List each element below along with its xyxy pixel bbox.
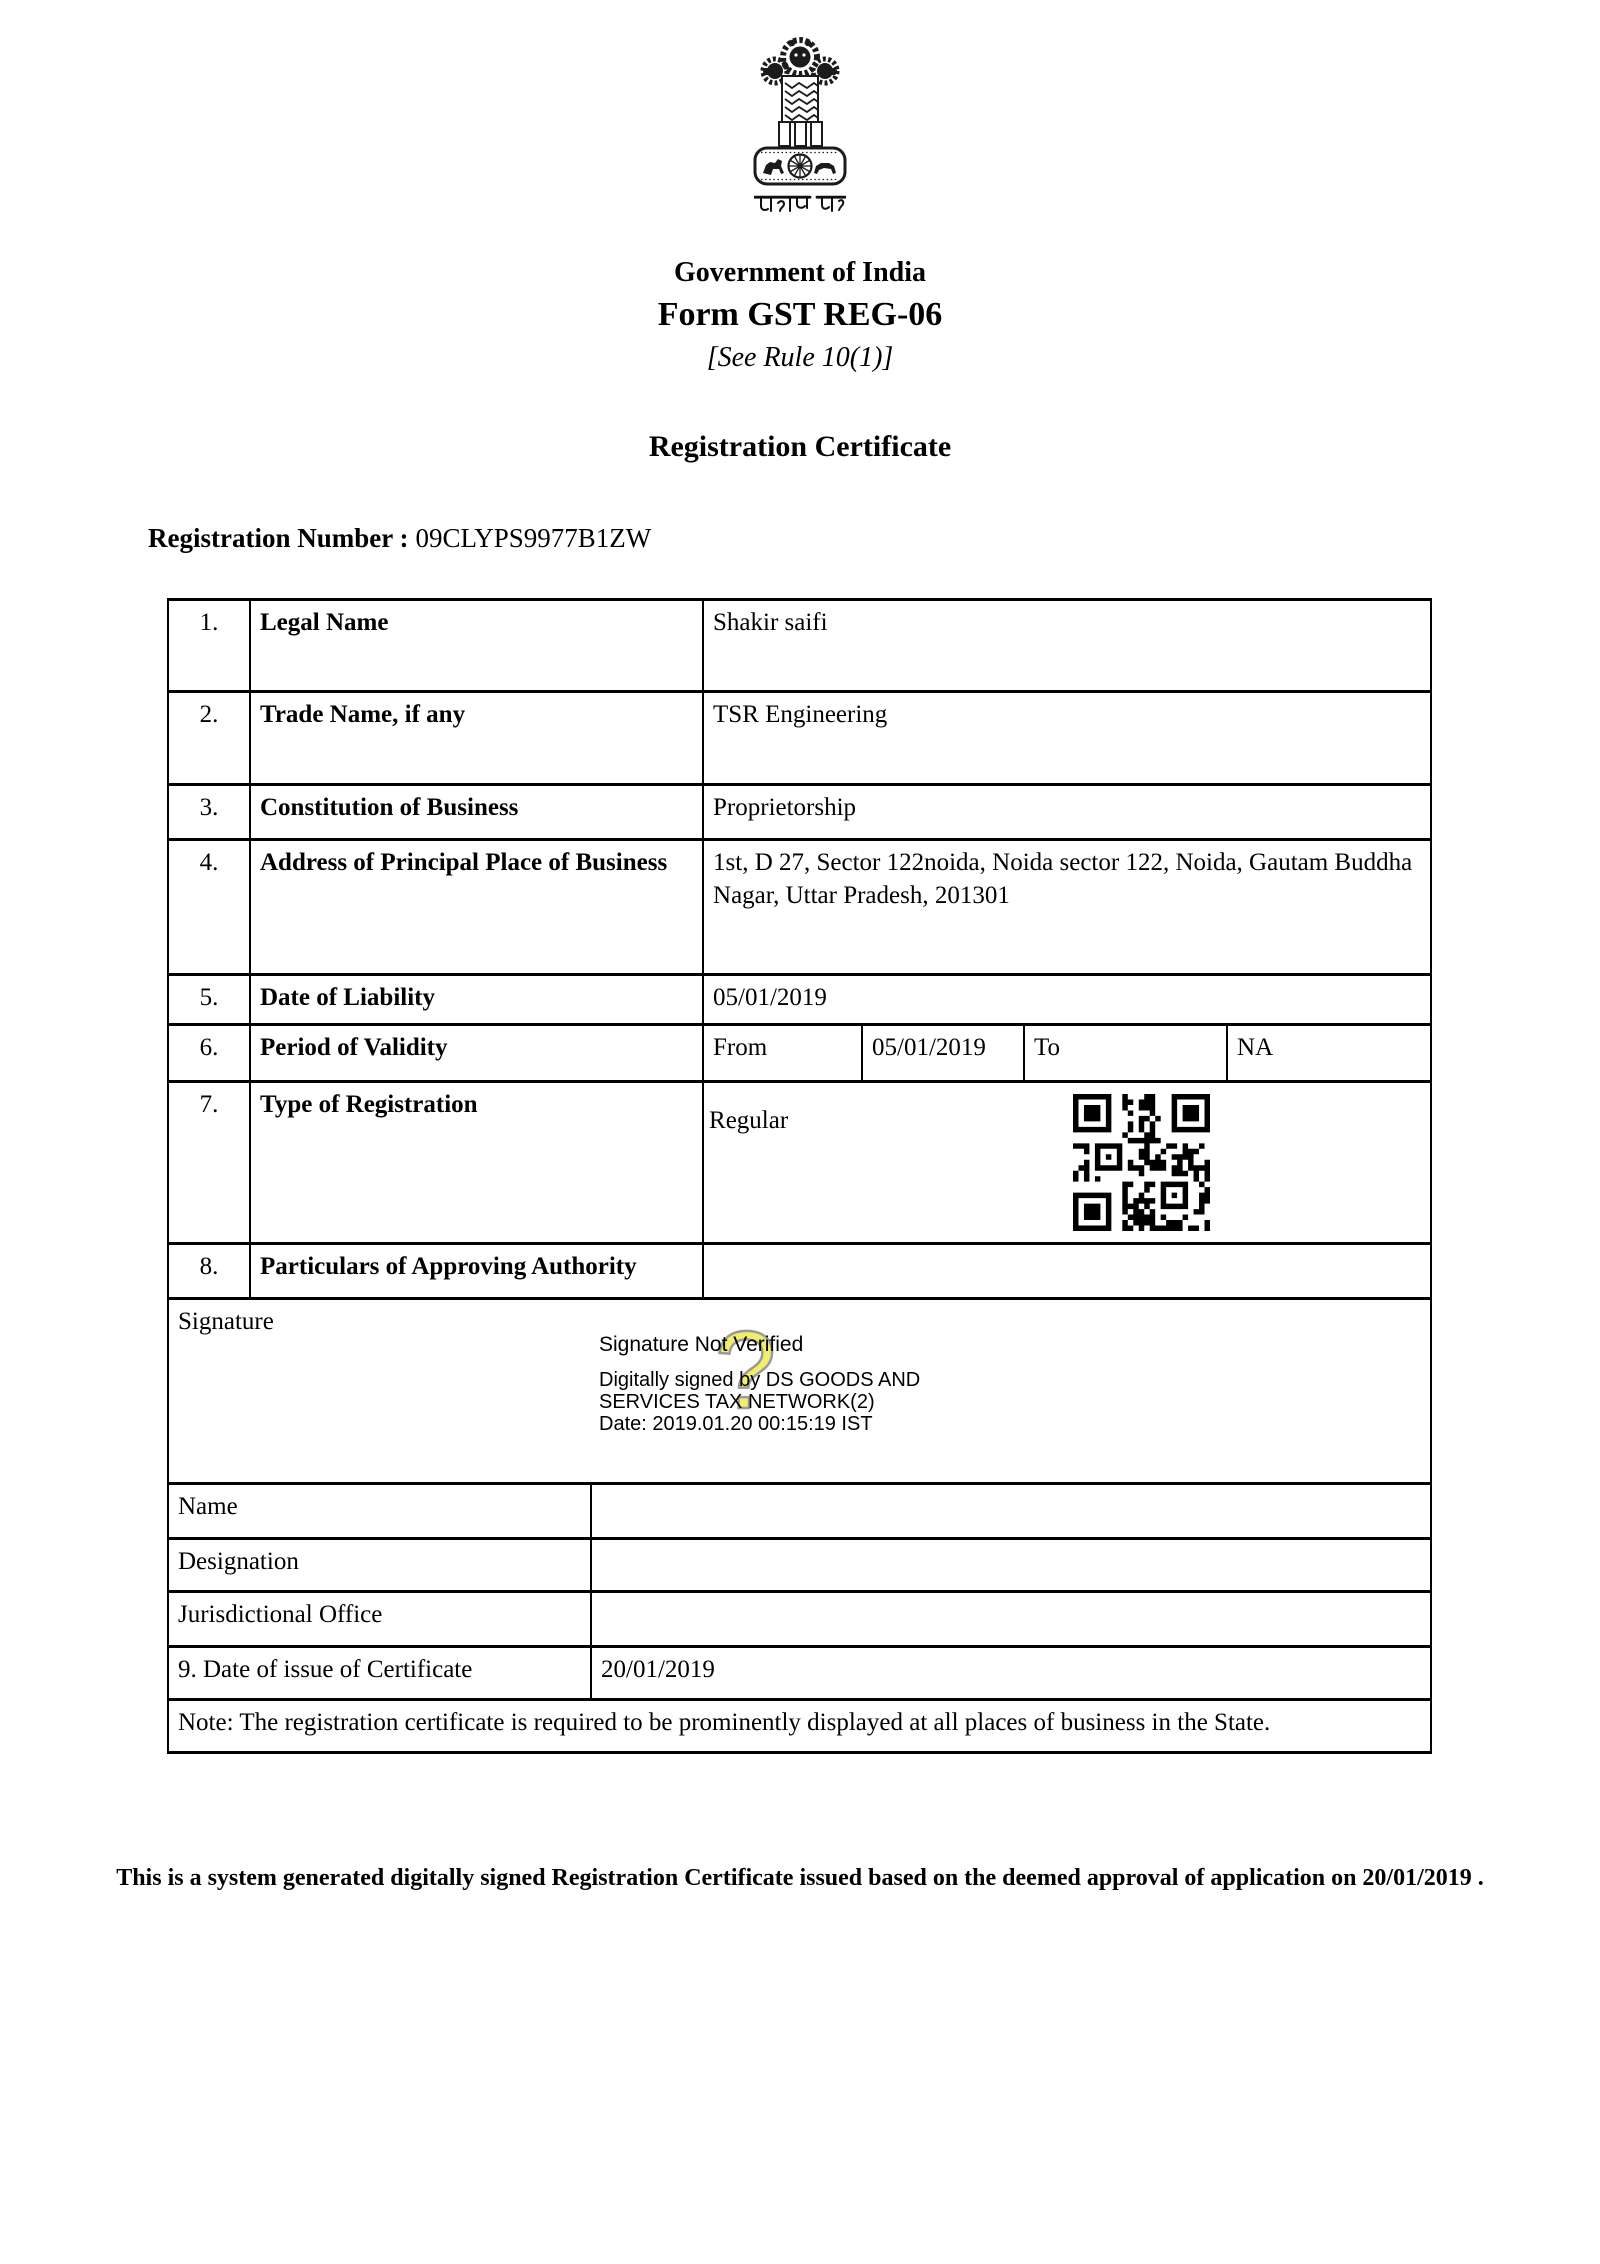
officer-name-label: Name	[168, 1484, 591, 1539]
row-legal-name	[168, 600, 1431, 692]
row-officer-name	[168, 1484, 1431, 1539]
row-number: 3.	[168, 785, 250, 840]
row-number: 8.	[168, 1244, 250, 1299]
note-text: Note: The registration certificate is required to be prominently displayed at all places of business in the State.	[168, 1700, 1431, 1753]
row-number: 6.	[168, 1025, 250, 1082]
certificate-title: Registration Certificate	[648, 430, 952, 463]
registration-number-value: 09CLYPS9977B1ZW	[415, 523, 652, 553]
signature-date-line: Date: 2019.01.20 00:15:19 IST	[599, 1413, 873, 1436]
row-number: 4.	[168, 840, 250, 975]
row-number: 5.	[168, 975, 250, 1025]
liability-label: Date of Liability	[250, 975, 703, 1025]
address-value: 1st, D 27, Sector 122noida, Noida sector 122, Noida, Gautam Buddha Nagar, Uttar Pradesh, 201301	[703, 840, 1431, 975]
officer-designation-label: Designation	[168, 1539, 591, 1592]
signature-label: Signature	[178, 1308, 274, 1335]
row-number: 1.	[168, 600, 250, 692]
approving-authority-value	[703, 1244, 1431, 1299]
row-period-of-validity	[168, 1025, 1431, 1082]
row-number: 7.	[168, 1082, 250, 1244]
legal-name-label: Legal Name	[250, 600, 703, 692]
trade-name-label: Trade Name, if any	[250, 692, 703, 785]
government-title: Government of India	[674, 257, 926, 288]
signed-by-line1: Digitally signed by DS GOODS AND	[599, 1369, 921, 1392]
row-note	[168, 1700, 1431, 1753]
row-type-of-registration	[168, 1082, 1431, 1244]
system-generated-footer: This is a system generated digitally signed Registration Certificate issued based on the deemed approval of application on 20/01/2019 .	[116, 1865, 1484, 1891]
row-officer-designation	[168, 1539, 1431, 1592]
digital-signature-stamp	[599, 1331, 920, 1435]
satyameva-jayate-motto	[754, 194, 846, 218]
row-constitution	[168, 785, 1431, 840]
row-date-of-liability	[168, 975, 1431, 1025]
date-of-issue-value: 20/01/2019	[591, 1647, 1431, 1700]
registration-type-label: Type of Registration	[250, 1082, 703, 1244]
constitution-label: Constitution of Business	[250, 785, 703, 840]
row-jurisdictional-office	[168, 1592, 1431, 1647]
registration-type-cell	[703, 1082, 1431, 1244]
legal-name-value: Shakir saifi	[703, 600, 1431, 692]
registration-number-line	[148, 523, 651, 554]
liability-value: 05/01/2019	[703, 975, 1431, 1025]
signature-not-verified-text: Signature Not Verified	[599, 1333, 804, 1356]
row-signature	[168, 1299, 1431, 1484]
jurisdictional-office-label: Jurisdictional Office	[168, 1592, 591, 1647]
officer-designation-value	[591, 1539, 1431, 1592]
registration-type-value: Regular	[709, 1107, 789, 1134]
validity-label: Period of Validity	[250, 1025, 703, 1082]
rule-reference: [See Rule 10(1)]	[706, 342, 894, 373]
date-of-issue-label: 9. Date of issue of Certificate	[168, 1647, 591, 1700]
constitution-value: Proprietorship	[703, 785, 1431, 840]
india-emblem-icon	[752, 30, 848, 190]
signature-cell	[168, 1299, 1431, 1484]
question-mark-icon: ?	[715, 1309, 777, 1432]
validity-to-value: NA	[1227, 1025, 1431, 1082]
trade-name-value: TSR Engineering	[703, 692, 1431, 785]
validity-from-label: From	[703, 1025, 862, 1082]
row-date-of-issue	[168, 1647, 1431, 1700]
row-trade-name	[168, 692, 1431, 785]
form-title: Form GST REG-06	[657, 296, 943, 333]
officer-name-value	[591, 1484, 1431, 1539]
validity-to-label: To	[1024, 1025, 1227, 1082]
signed-by-line2: SERVICES TAX NETWORK(2)	[599, 1391, 875, 1414]
row-number: 2.	[168, 692, 250, 785]
registration-number-label: Registration Number :	[148, 523, 409, 553]
row-address	[168, 840, 1431, 975]
validity-from-value: 05/01/2019	[862, 1025, 1024, 1082]
qr-code	[1073, 1094, 1210, 1231]
approving-authority-label: Particulars of Approving Authority	[250, 1244, 703, 1299]
row-approving-authority	[168, 1244, 1431, 1299]
jurisdictional-office-value	[591, 1592, 1431, 1647]
certificate-table	[167, 598, 1432, 1754]
address-label: Address of Principal Place of Business	[250, 840, 703, 975]
